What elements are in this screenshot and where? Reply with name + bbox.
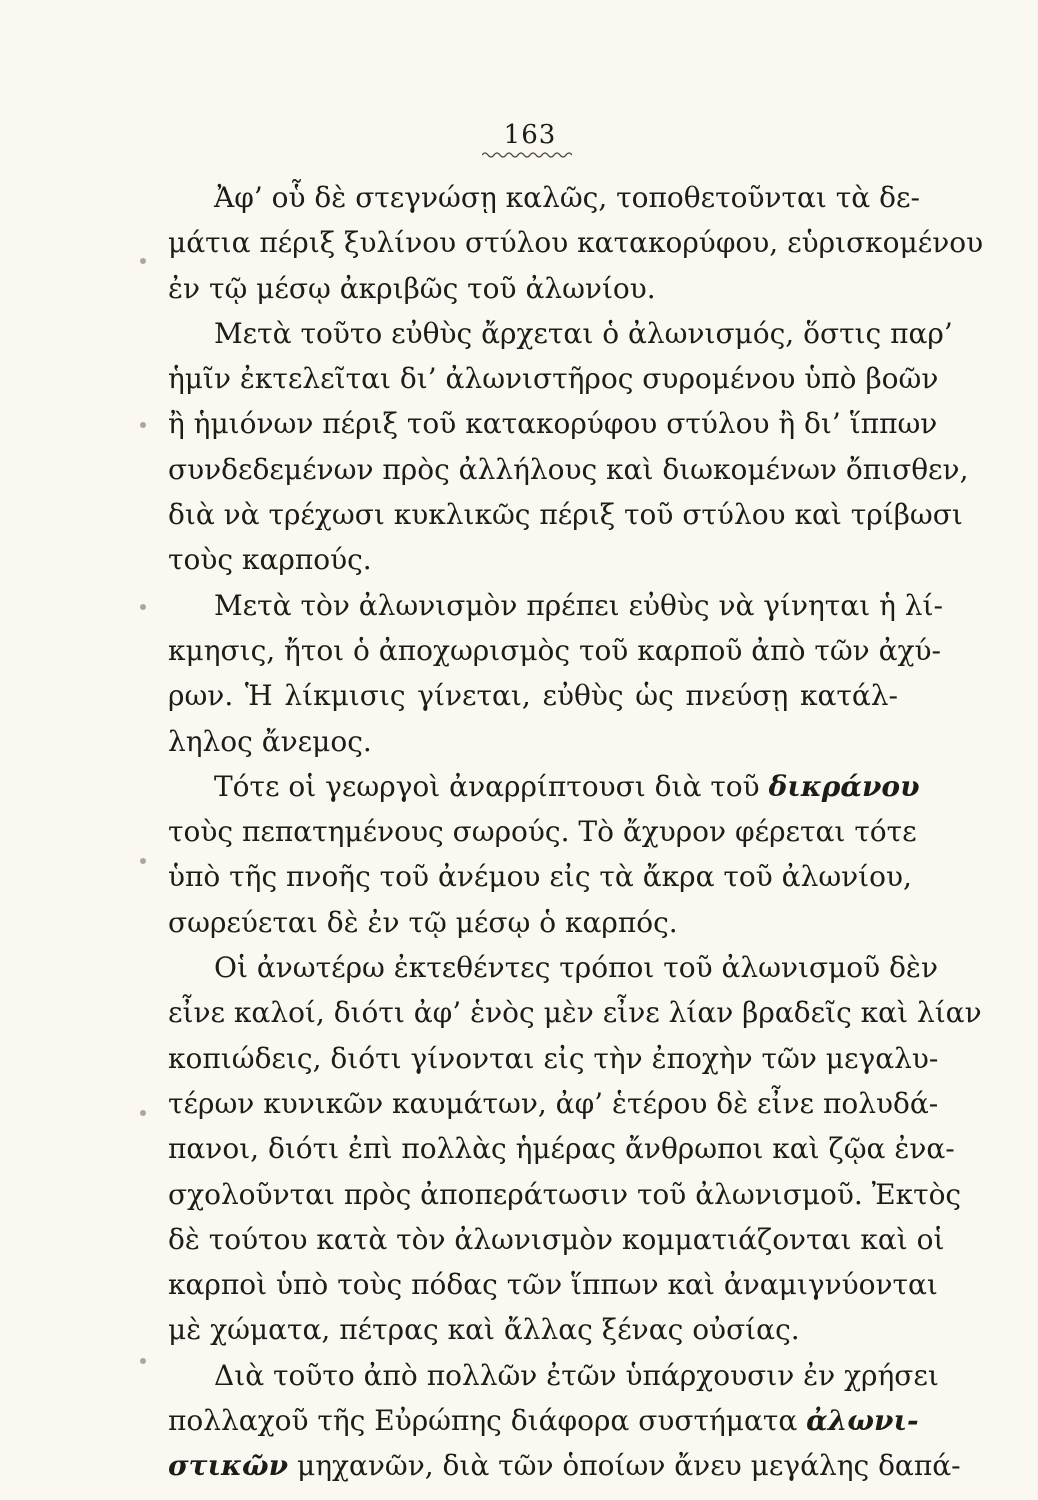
text-line: Μετὰ τοῦτο εὐθὺς ἄρχεται ὁ ἀλωνισμός, ὅστις παρ’: [214, 316, 953, 350]
text-line: ὑπὸ τῆς πνοῆς τοῦ ἀνέμου εἰς τὰ ἄκρα τοῦ ἀλωνίου,: [168, 860, 912, 894]
text-line: Διὰ τοῦτο ἀπὸ πολλῶν ἐτῶν ὑπάρχουσιν ἐν χρήσει: [214, 1358, 939, 1392]
text-run: πολλαχοῦ τῆς Εὐρώπης διάφορα συστήματα: [168, 1404, 807, 1438]
text-line: κμησις, ἤτοι ὁ ἀποχωρισμὸς τοῦ καρποῦ ἀπὸ τῶν ἀχύ-: [168, 633, 941, 667]
text-line: σχολοῦνται πρὸς ἀποπεράτωσιν τοῦ ἀλωνισμοῦ. Ἐκτὸς: [168, 1177, 962, 1211]
margin-speck: [140, 422, 146, 428]
text-line: σωρεύεται δὲ ἐν τῷ μέσῳ ὁ καρπός.: [168, 905, 678, 939]
emphasized-term: ἀλωνι-: [806, 1404, 919, 1438]
margin-speck: [140, 604, 146, 610]
margin-speck: [140, 1110, 146, 1116]
text-line: τοὺς πεπατημένους σωρούς. Τὸ ἄχυρον φέρεται τότε: [168, 815, 917, 849]
text-run: Τότε οἱ γεωργοὶ ἀναρρίπτουσι διὰ τοῦ: [214, 769, 769, 803]
text-line: διὰ νὰ τρέχωσι κυκλικῶς πέριξ τοῦ στύλου καὶ τρίβωσι: [168, 498, 963, 532]
text-line: δὲ τούτου κατὰ τὸν ἀλωνισμὸν κομματιάζονται καὶ οἱ: [168, 1222, 945, 1256]
text-line: συνδεδεμένων πρὸς ἀλλήλους καὶ διωκομένων ὄπισθεν,: [168, 452, 969, 486]
text-line: πανοι, διότι ἐπὶ πολλὰς ἡμέρας ἄνθρωποι καὶ ζῷα ἐνα-: [168, 1132, 955, 1166]
text-line: ἢ ἡμιόνων πέριξ τοῦ κατακορύφου στύλου ἢ δι’ ἵππων: [168, 407, 938, 441]
text-line: [168, 1443, 961, 1488]
emphasized-term: δικράνου: [768, 769, 920, 803]
text-line: καρποὶ ὑπὸ τοὺς πόδας τῶν ἵππων καὶ ἀναμιγνύονται: [168, 1268, 938, 1302]
text-line: ρων. Ἡ λίκμισις γίνεται, εὐθὺς ὡς πνεύσῃ κατάλ-: [168, 679, 898, 713]
text-line: μὲ χώματα, πέτρας καὶ ἄλλας ξένας οὐσίας.: [168, 1313, 800, 1347]
text-line: Οἱ ἀνωτέρω ἐκτεθέντες τρόποι τοῦ ἀλωνισμοῦ δὲν: [214, 951, 938, 985]
text-line: ἐν τῷ μέσῳ ἀκριβῶς τοῦ ἀλωνίου.: [168, 271, 656, 305]
margin-speck: [140, 258, 146, 264]
body-text: [168, 175, 984, 1489]
emphasized-term: στικῶν: [168, 1449, 289, 1483]
margin-speck: [140, 858, 146, 864]
text-line: εἶνε καλοί, διότι ἀφ’ ἑνὸς μὲν εἶνε λίαν βραδεῖς καὶ λίαν: [168, 996, 982, 1030]
text-line: Μετὰ τὸν ἀλωνισμὸν πρέπει εὐθὺς νὰ γίνηται ἡ λί-: [214, 588, 943, 622]
text-line: τοὺς καρπούς.: [168, 543, 372, 577]
text-line: μάτια πέριξ ξυλίνου στύλου κατακορύφου, εὑρισκομένου: [168, 226, 984, 260]
text-line: ἡμῖν ἐκτελεῖται δι’ ἀλωνιστῆρος συρομένου ὑπὸ βοῶν: [168, 362, 939, 396]
text-line: [168, 1398, 919, 1443]
text-line: [168, 764, 920, 809]
text-line: ληλος ἄνεμος.: [168, 724, 372, 758]
text-run: μηχανῶν, διὰ τῶν ὁποίων ἄνευ μεγάλης δαπά-: [288, 1449, 961, 1483]
page-number: 163: [503, 120, 557, 150]
page-number-ornament: [482, 150, 572, 160]
text-line: Ἀφ’ οὗ δὲ στεγνώσῃ καλῶς, τοποθετοῦνται τὰ δε-: [214, 181, 920, 214]
margin-speck: [140, 1358, 146, 1364]
text-line: τέρων κυνικῶν καυμάτων, ἀφ’ ἑτέρου δὲ εἶνε πολυδά-: [168, 1086, 939, 1120]
text-line: κοπιώδεις, διότι γίνονται εἰς τὴν ἐποχὴν τῶν μεγαλυ-: [168, 1041, 939, 1075]
